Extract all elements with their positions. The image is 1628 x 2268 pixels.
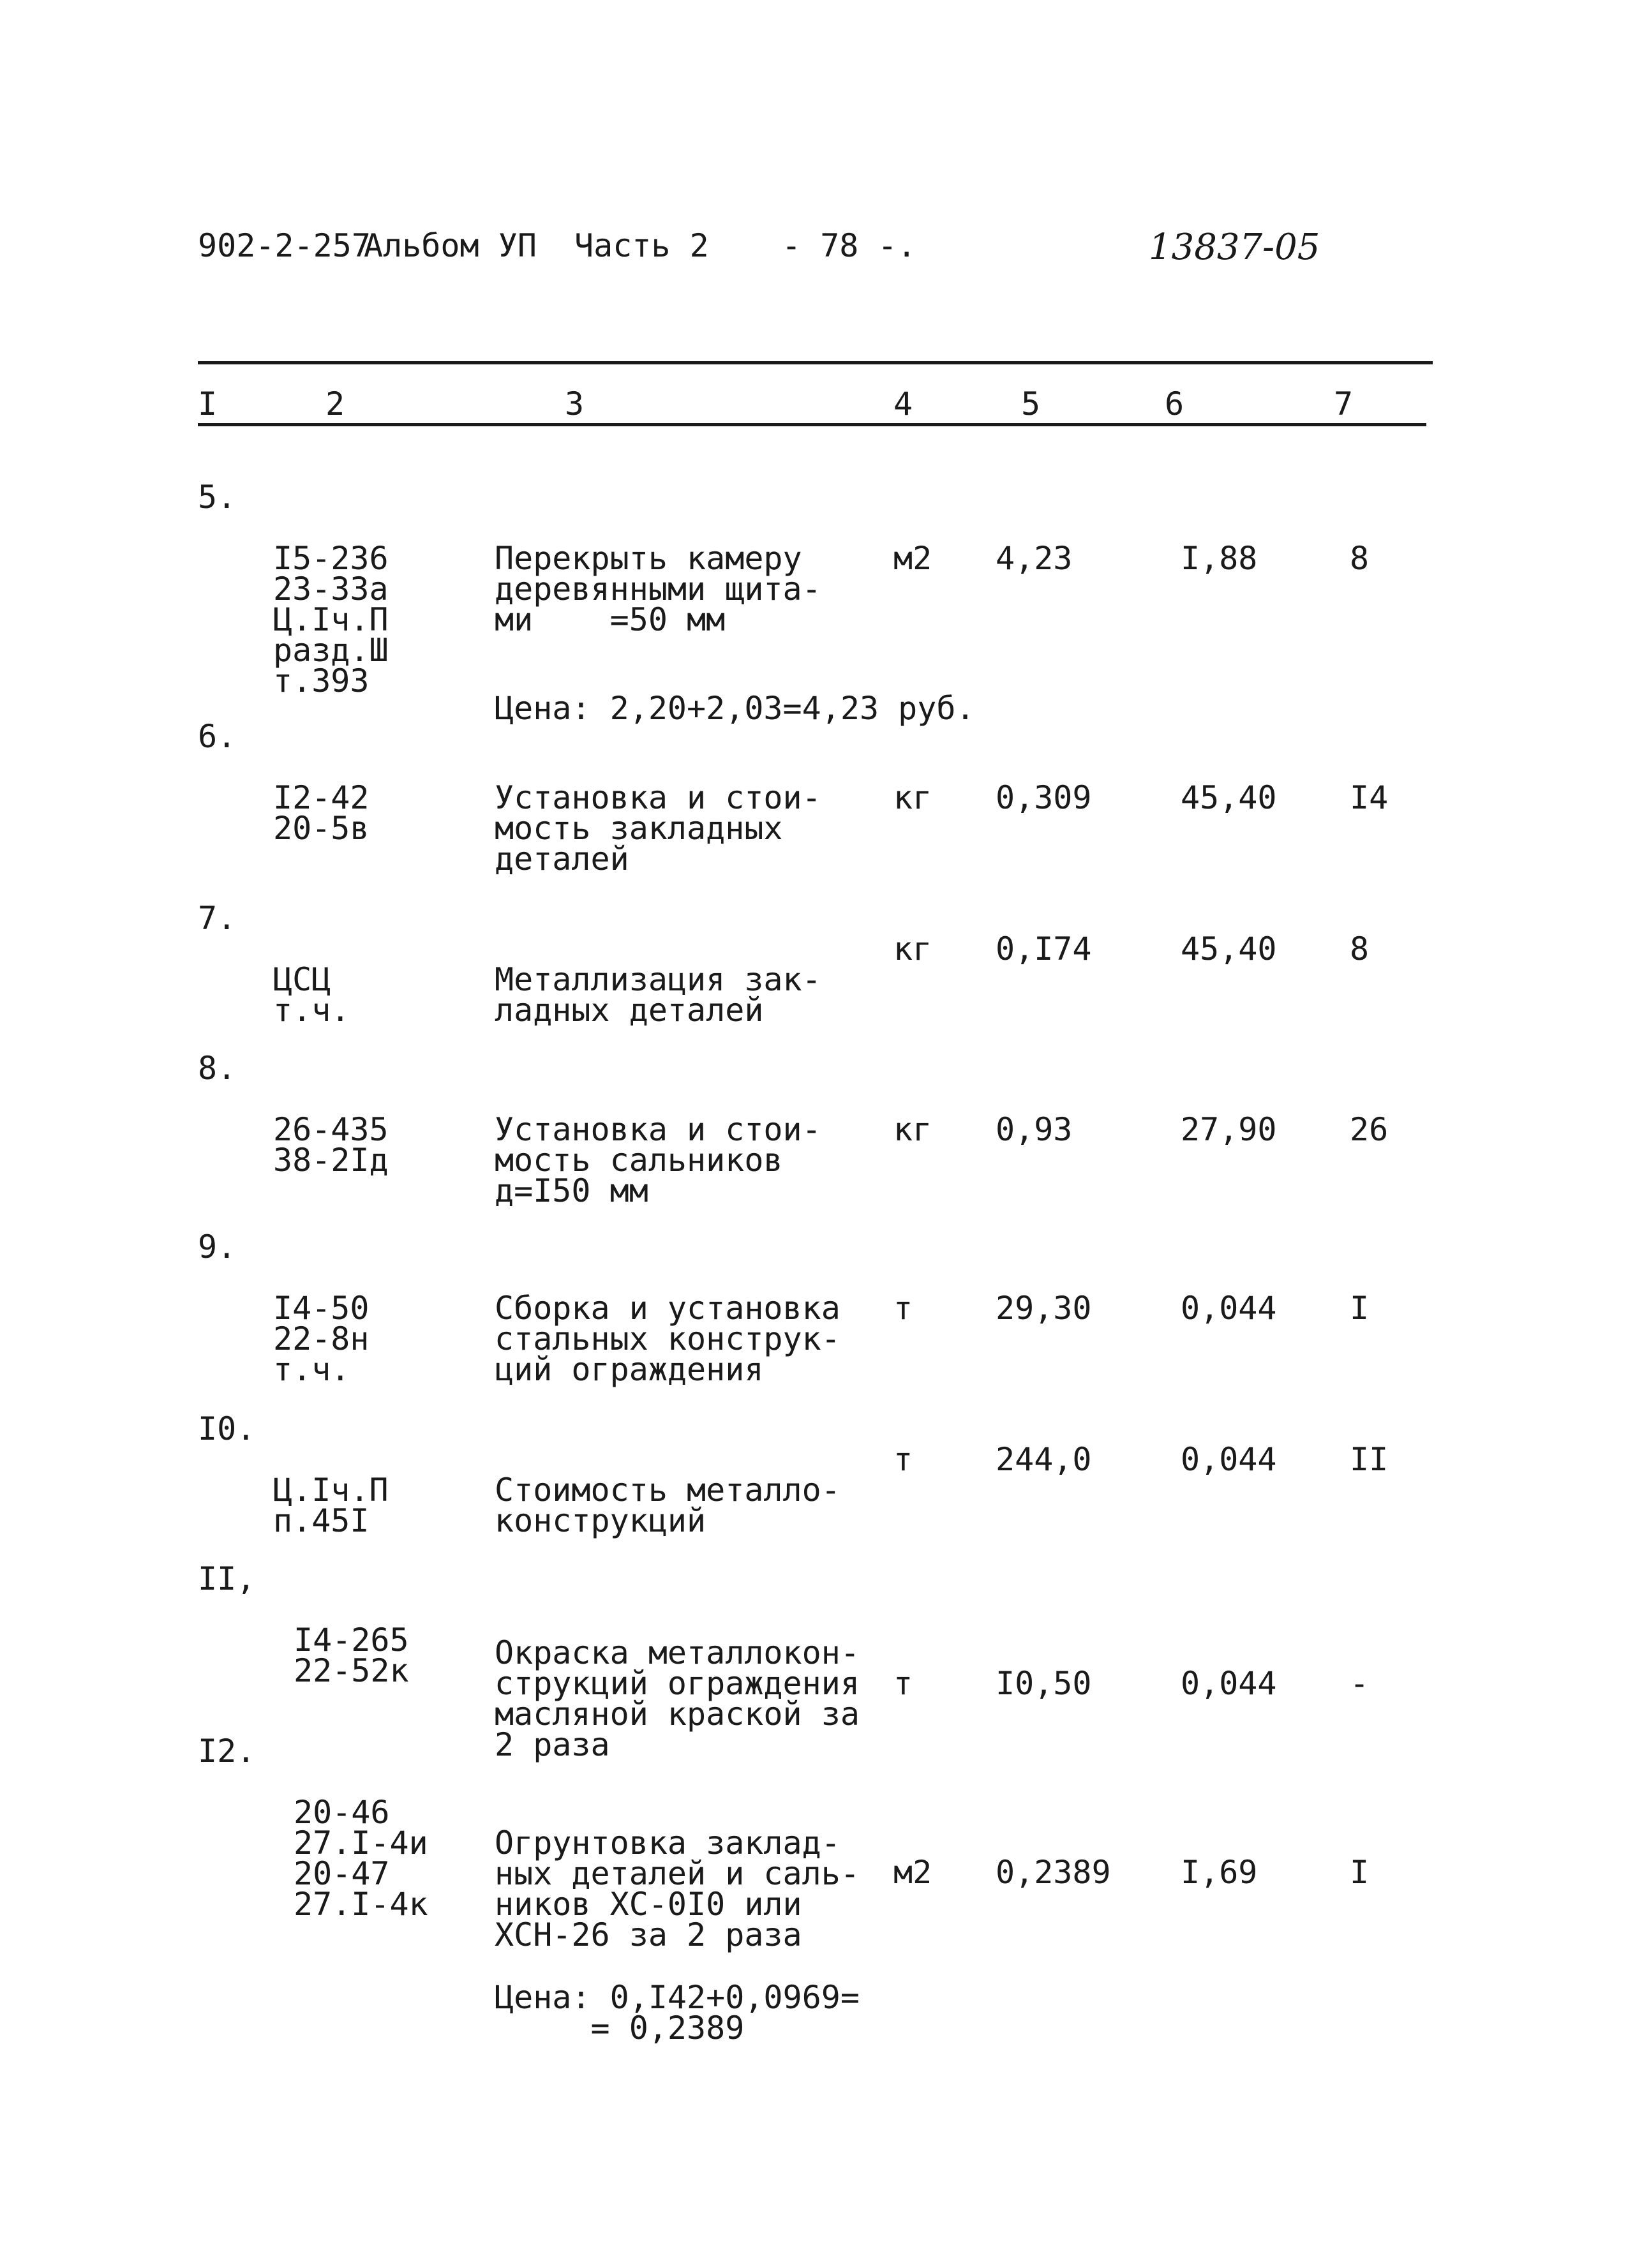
document-code: 902-2-257 [198,227,371,264]
table-top-rule [198,361,1433,364]
row-quantity: 4,23 [996,540,1073,577]
column-header-6: 6 [1165,385,1184,422]
row-number: 8. [198,1050,237,1087]
row-number: II, [198,1560,256,1597]
row-number: 5. [198,479,237,516]
column-header-2: 2 [325,385,345,422]
row-unit-price: 0,044 [1181,1665,1277,1702]
row-code: 20-46 27.I-4и 20-47 27.I-4к [294,1794,428,1923]
row-code: I5-236 23-33а Ц.Iч.П разд.Ш т.393 [273,540,389,699]
row-code: 26-435 38-2Iд [273,1111,389,1179]
column-header-1: I [198,385,218,422]
row-total: - [1350,1665,1370,1702]
row-unit-price: I,69 [1181,1854,1258,1891]
row-quantity: 0,93 [996,1111,1073,1148]
column-header-4: 4 [893,385,913,422]
album-label: Альбом УП [364,227,537,264]
row-unit: т [893,1441,913,1478]
row-number: 9. [198,1228,237,1265]
row-price-note: Цена: 2,20+2,03=4,23 руб. [495,690,975,727]
row-code: Ц.Iч.П п.45I [273,1472,389,1539]
row-quantity: 29,30 [996,1290,1092,1327]
column-header-7: 7 [1334,385,1354,422]
row-total: I [1350,1290,1370,1327]
column-header-5: 5 [1021,385,1041,422]
row-unit: м2 [893,1854,932,1891]
row-number: 7. [198,900,237,937]
row-description: Сборка и установка стальных конструк- ций ограждения [495,1290,840,1388]
row-number: I2. [198,1733,256,1770]
row-unit: кг [893,930,932,967]
row-code: I4-50 22-8н т.ч. [273,1290,370,1388]
row-quantity: 244,0 [996,1441,1092,1478]
row-description: Перекрыть камеру деревянными щита- ми =50 мм [495,540,821,638]
row-description: Стоимость металло- конструкций [495,1472,840,1539]
row-description: Установка и стои- мость сальников д=I50 мм [495,1111,821,1209]
row-description: Металлизация зак- ладных деталей [495,961,821,1029]
row-quantity: 0,I74 [996,930,1092,967]
row-unit-price: 0,044 [1181,1290,1277,1327]
row-number: 6. [198,718,237,755]
inventory-number: 13837-05 [1149,227,1320,268]
row-unit-price: 27,90 [1181,1111,1277,1148]
part-label: Часть 2 [574,227,709,264]
column-header-3: 3 [565,385,585,422]
row-unit-price: 0,044 [1181,1441,1277,1478]
row-unit: т [893,1665,913,1702]
row-total: I [1350,1854,1370,1891]
column-header-rule [198,423,1426,426]
row-total: 8 [1350,540,1370,577]
row-description: Огрунтовка заклад- ных деталей и саль- ников ХС-0I0 или ХСН-26 за 2 раза [495,1824,860,1953]
row-quantity: 0,2389 [996,1854,1111,1891]
row-unit-price: 45,40 [1181,930,1277,967]
row-code: I2-42 20-5в [273,779,370,847]
row-unit: кг [893,1111,932,1148]
row-description: Окраска металлокон- струкций ограждения масляной краской за 2 раза [495,1634,860,1763]
row-unit: т [893,1290,913,1327]
row-unit-price: I,88 [1181,540,1258,577]
row-unit: кг [893,779,932,816]
row-total: 26 [1350,1111,1389,1148]
row-total: 8 [1350,930,1370,967]
row-price-note: Цена: 0,I42+0,0969= = 0,2389 [495,1979,860,2047]
row-description: Установка и стои- мость закладных деталей [495,779,821,877]
row-quantity: 0,309 [996,779,1092,816]
row-code: I4-265 22-52к [294,1622,409,1689]
row-unit: м2 [893,540,932,577]
row-quantity: I0,50 [996,1665,1092,1702]
row-total: II [1350,1441,1389,1478]
row-total: I4 [1350,779,1389,816]
row-unit-price: 45,40 [1181,779,1277,816]
row-number: I0. [198,1410,256,1447]
row-code: ЦСЦ т.ч. [273,961,350,1029]
page-number: - 78 -. [782,227,916,264]
